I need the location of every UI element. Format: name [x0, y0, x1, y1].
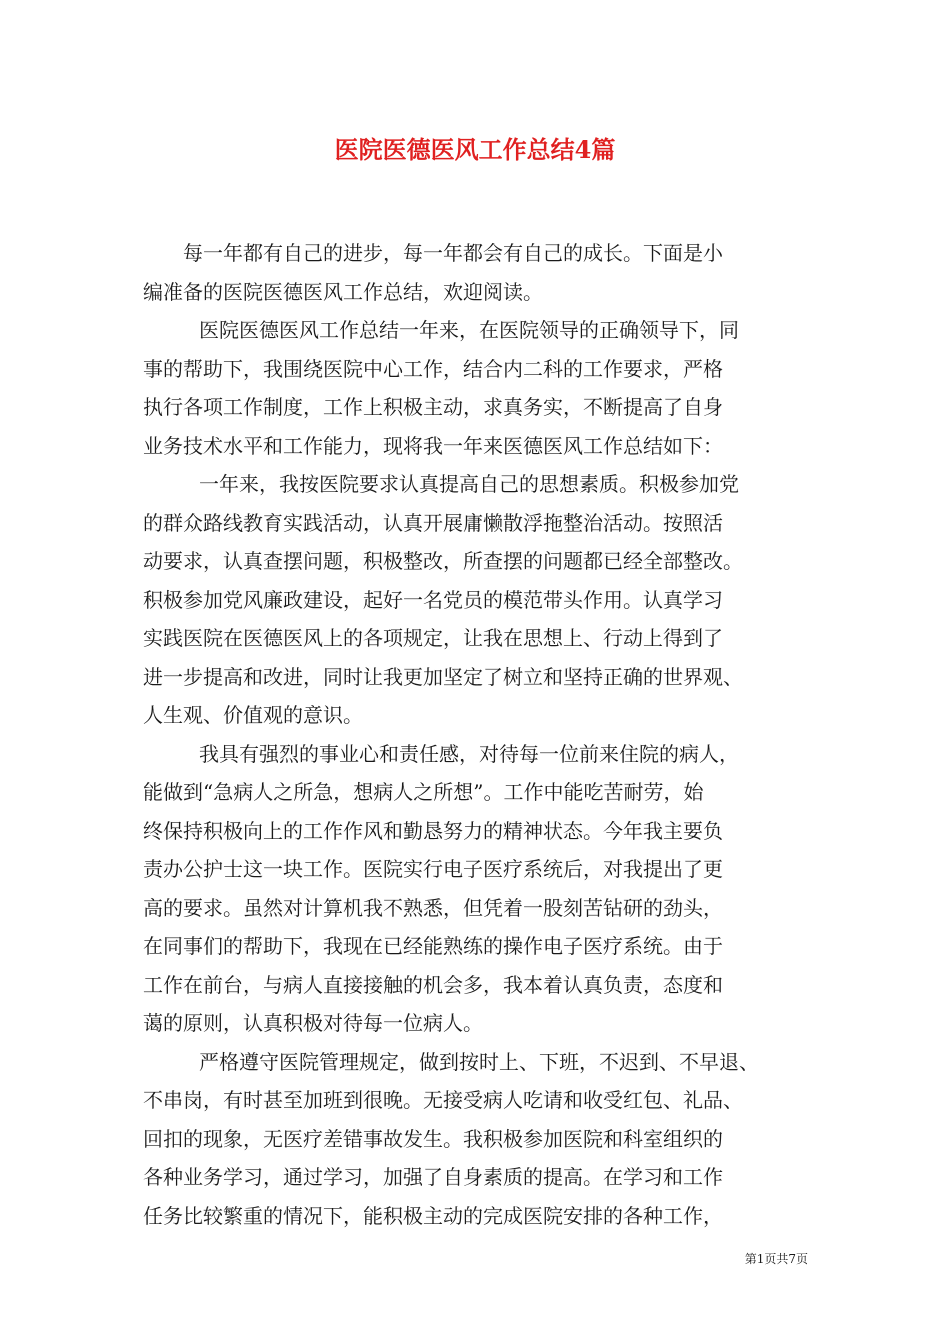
- text-line: 积极参加党风廉政建设，起好一名党员的模范带头作用。认真学习: [143, 587, 723, 612]
- page-title: 医院医德医风工作总结4篇: [334, 135, 616, 164]
- text-line: 我具有强烈的事业心和责任感，对待每一位前来住院的病人，: [199, 741, 739, 766]
- text-line: 编准备的医院医德医风工作总结，欢迎阅读。: [143, 279, 543, 304]
- text-line: 严格遵守医院管理规定，做到按时上、下班，不迟到、不早退、: [199, 1049, 759, 1074]
- text-line: 的群众路线教育实践活动，认真开展庸懒散浮拖整治活动。按照活: [143, 510, 723, 535]
- text-line: 工作在前台，与病人直接接触的机会多，我本着认真负责，态度和: [143, 972, 723, 997]
- text-line: 回扣的现象，无医疗差错事故发生。我积极参加医院和科室组织的: [143, 1126, 723, 1151]
- text-line: 各种业务学习，通过学习，加强了自身素质的提高。在学习和工作: [143, 1165, 723, 1189]
- text-line: 在同事们的帮助下，我现在已经能熟练的操作电子医疗系统。由于: [143, 934, 723, 958]
- text-line: 蔼的原则，认真积极对待每一位病人。: [143, 1011, 483, 1035]
- text-line: 动要求，认真查摆问题，积极整改，所查摆的问题都已经全部整改。: [143, 549, 743, 573]
- text-line: 高的要求。虽然对计算机我不熟悉，但凭着一股刻苦钻研的劲头，: [143, 895, 723, 920]
- text-line: 任务比较繁重的情况下，能积极主动的完成医院安排的各种工作，: [143, 1203, 723, 1228]
- text-line: 进一步提高和改进，同时让我更加坚定了树立和坚持正确的世界观、: [143, 664, 743, 689]
- document-body: [143, 234, 813, 1235]
- text-line: 事的帮助下，我围绕医院中心工作，结合内二科的工作要求，严格: [143, 356, 723, 381]
- text-line: 终保持积极向上的工作作风和勤恳努力的精神状态。今年我主要负: [143, 818, 723, 843]
- text-line: 责办公护士这一块工作。医院实行电子医疗系统后，对我提出了更: [143, 857, 723, 881]
- text-line: 一年来，我按医院要求认真提高自己的思想素质。积极参加党: [199, 472, 739, 496]
- text-line: 业务技术水平和工作能力，现将我一年来医德医风工作总结如下：: [143, 433, 723, 458]
- text-line: 每一年都有自己的进步，每一年都会有自己的成长。下面是小: [183, 241, 723, 265]
- text-line: 执行各项工作制度，工作上积极主动，求真务实，不断提高了自身: [143, 395, 723, 419]
- text-line: 实践医院在医德医风上的各项规定，让我在思想上、行动上得到了: [143, 626, 723, 650]
- text-line: 人生观、价值观的意识。: [143, 703, 363, 727]
- text-line: 不串岗，有时甚至加班到很晚。无接受病人吃请和收受红包、礼品、: [143, 1088, 743, 1112]
- text-line: 医院医德医风工作总结一年来，在医院领导的正确领导下，同: [199, 318, 739, 342]
- text-line: 能做到“急病人之所急，想病人之所想”。工作中能吃苦耐劳，始: [143, 780, 704, 804]
- page-number-footer: 第1页共7页: [744, 1252, 808, 1266]
